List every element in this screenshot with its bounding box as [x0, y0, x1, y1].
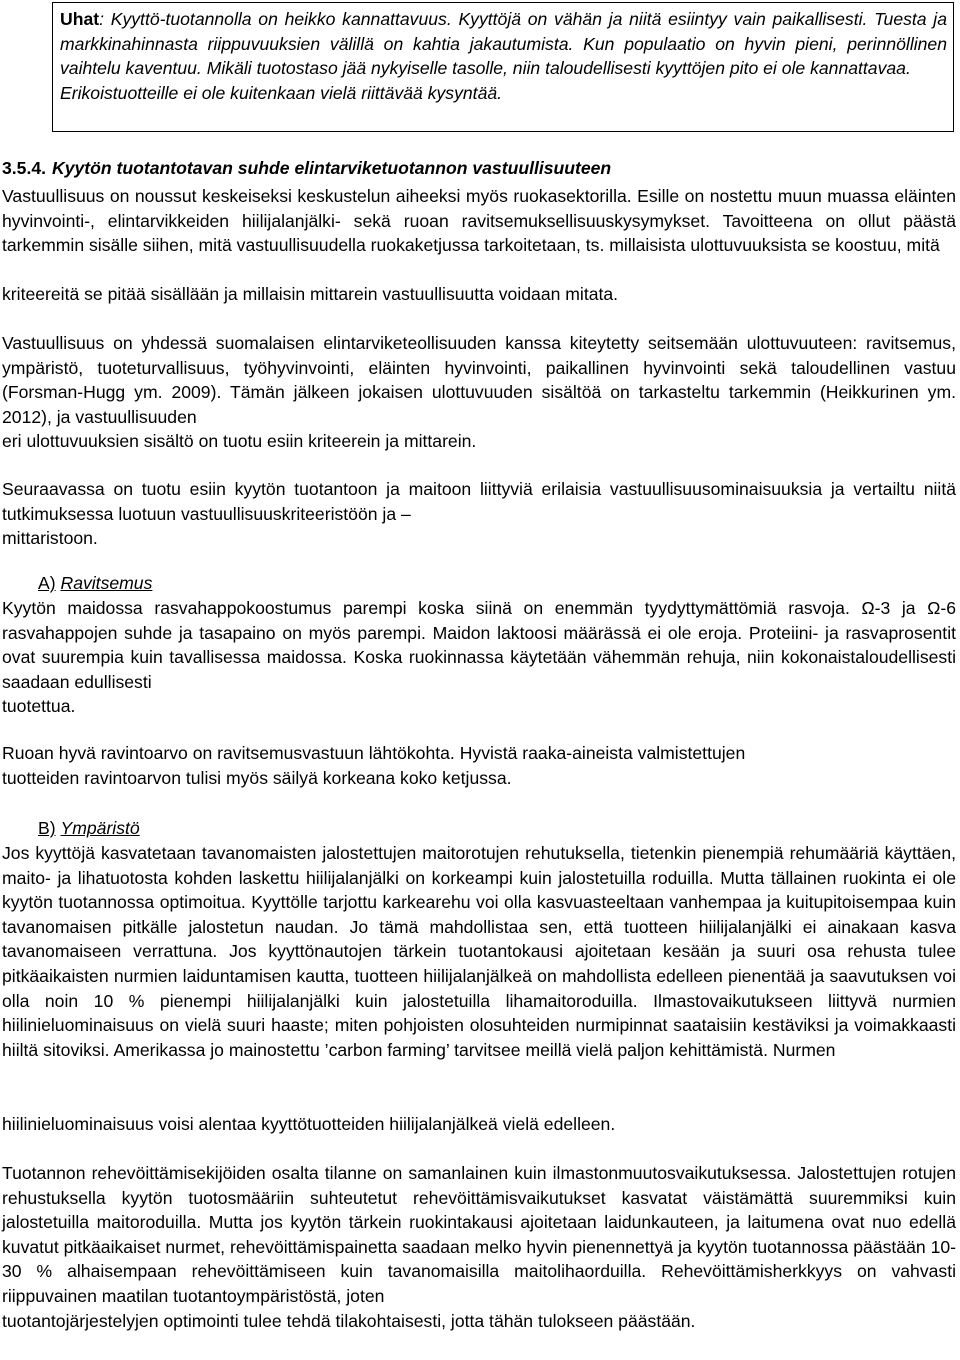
paragraph-responsibility-intro-end: kriteereitä se pitää sisällään ja millaisin mittarein vastuullisuutta voidaan mitata.: [2, 284, 619, 305]
paragraph-following: Seuraavassa on tuotu esiin kyytön tuotantoon ja maitoon liittyviä erilaisia vastuullisuusominaisuuksia ja vertailtu niitä tutkimuksessa luotuun vastuullisuuskriteeristöön ja –: [2, 479, 956, 524]
paragraph-following-end: mittaristoon.: [2, 528, 98, 549]
threats-box: [52, 2, 954, 132]
paragraph-nutrition-value: Ruoan hyvä ravintoarvo on ravitsemusvastuun lähtökohta. Hyvistä raaka-aineista valmistettujen: [2, 743, 746, 763]
paragraph-environment: Jos kyyttöjä kasvatetaan tavanomaisten jalostettujen maitorotujen rehutuksella, tietenkin pienempiä rehumääriä käyttäen, maito- ja lihatuotosta kohden laskettu hiilijalanjälki on korkeampi kuin jalostetuilla roduilla. Mutta tällainen ruokinta ei ole kyytön tuotannossa optimoitua. Kyyttölle tarjottu karkearehu voi olla kasvuasteeltaan vanhempaa ja kuitupitoisempaa kuin tavanomaisen pitkälle jalostetun naudan. Jo tämä mahdollistaa sen, että tuotteen hiilijalanjälki ei ainakaan kasva tavanomaiseen verrattuna. Jos kyyttönautojen tärkein tuotantokausi ajoitetaan kesään ja suuri osa rehusta tulee pitkäaikaisten nurmien laiduntamisen kautta, tuotteen hiilijalanjälkeä on mahdollista edelleen pienentää ja saavutuksen voi olla noin 10 % pienempi hiilijalanjälki kuin jalostetuilla lihamaitoroduilla. Ilmastovaikutukseen liittyvä nurmien hiilinieluominaisuus on vielä suuri haaste; miten pohjoisten olosuhteiden nurmipinnat saataisiin kestäviksi ja voimakkaasti hiiltä sitoviksi. Amerikassa jo mainostettu ’carbon farming’ tarvitsee meillä vielä paljon kehittämistä. Nurmen: [2, 843, 956, 1060]
threats-body-last: Erikoistuotteille ei ole kuitenkaan vielä riittävää kysyntää.: [60, 82, 503, 103]
paragraph-responsibility-intro: Vastuullisuus on noussut keskeiseksi keskustelun aiheeksi myös ruokasektorilla. Esille on nostettu muun muassa eläinten hyvinvointi-, elintarvikkeiden hiilijalanjälki- sekä ruoan ravitsemuksellisuuskysymykset. Tavoitteena on ollut päästä tarkemmin sisälle siihen, mitä vastuullisuudella ruokaketjussa tarkoitetaan, ts. millaisista ulottuvuuksista se koostuu, mitä: [2, 186, 956, 256]
paragraph-environment-end: hiilinieluominaisuus voisi alentaa kyyttötuotteiden hiilijalanjälkeä vielä edelleen.: [2, 1113, 616, 1134]
paragraph-eutrophication: Tuotannon rehevöittämisekijöiden osalta tilanne on samanlainen kuin ilmastonmuutosvaikutuksessa. Jalostettujen rotujen rehustuksella kyytön tuotosmääriin suhteutetut rehevöittämisvaikutukset kasvatat väistämättä suuremmiksi kuin jalostetuilla maitoroduilla. Mutta jos kyytön tärkein ruokintakausi ajoitetaan laidunkauteen, ja laitumena ovat nuo edellä kuvatut pitkäaikaiset nurmet, rehevöittämispainetta saadaan melko hyvin pienennettyä ja kyytön tuotannossa päästään 10-30 % alhaisempaan rehevöittämiseen kuin tavanomaisilla maitolihaorduilla. Rehevöittämisherkkyys on vahvasti riippuvainen maatilan tuotantoympäristöstä, joten: [2, 1163, 956, 1306]
section-heading: [2, 156, 952, 180]
paragraph-eutrophication-end: tuotantojärjestelyjen optimointi tulee tehdä tilakohtaisesti, jotta tähän tulokseen päästään.: [2, 1310, 696, 1331]
section-number: 3.5.4.: [2, 158, 47, 178]
paragraph-seven-dimensions-end: eri ulottuvuuksien sisältö on tuotu esiin kriteerein ja mittarein.: [2, 431, 477, 452]
threats-label: Uhat: [60, 9, 100, 29]
paragraph-nutrition-value-end: tuotteiden ravintoarvon tulisi myös säilyä korkeana koko ketjussa.: [2, 767, 512, 788]
subheading-nutrition-label: A): [38, 573, 56, 593]
subheading-environment-title: Ympäristö: [60, 818, 140, 838]
section-title: Kyytön tuotantotavan suhde elintarviketuotannon vastuullisuuteen: [52, 158, 612, 178]
paragraph-seven-dimensions: Vastuullisuus on yhdessä suomalaisen elintarviketeollisuuden kanssa kiteytetty seitsemään ulottuvuuteen: ravitsemus, ympäristö, tuoteturvallisuus, työhyvinvointi, eläinten hyvinvointi, paikallinen hyvinvointi sekä taloudellinen vastuu (Forsman-Hugg ym. 2009). Tämän jälkeen jokaisen ulottuvuuden sisältöä on tarkasteltu tarkemmin (Heikkurinen ym. 2012), ja vastuullisuuden: [2, 333, 956, 427]
threats-text: [60, 7, 947, 81]
threats-body: : Kyyttö-tuotannolla on heikko kannattavuus. Kyyttöjä on vähän ja niitä esiintyy vain paikallisesti. Tuesta ja markkinahinnasta riippuvuuksien välillä on kahtia jakautumista. Kun populaatio on hyvin pieni, perinnöllinen vaihtelu kaventuu. Mikäli tuotostaso jää nykyiselle tasolle, niin taloudellisesti kyyttöjen pito ei ole kannattavaa.: [60, 9, 947, 78]
subheading-nutrition: [38, 571, 152, 596]
paragraph-nutrition: Kyytön maidossa rasvahappokoostumus parempi koska siinä on enemmän tyydyttymättömiä rasvoja. Ω-3 ja Ω-6 rasvahappojen suhde ja tasapaino on myös parempi. Maidon laktoosi määrässä ei ole eroja. Proteiini- ja rasvaprosentit ovat suurempia kuin tavallisessa maidossa. Koska ruokinnassa käytetään vähemmän rehuja, niin kokonaistaloudellisesti saadaan edullisesti: [2, 598, 956, 692]
subheading-environment: [38, 816, 140, 841]
threats-text-last: [60, 81, 947, 106]
paragraph-nutrition-end: tuotettua.: [2, 696, 76, 717]
subheading-environment-label: B): [38, 818, 56, 838]
subheading-nutrition-title: Ravitsemus: [60, 573, 153, 593]
